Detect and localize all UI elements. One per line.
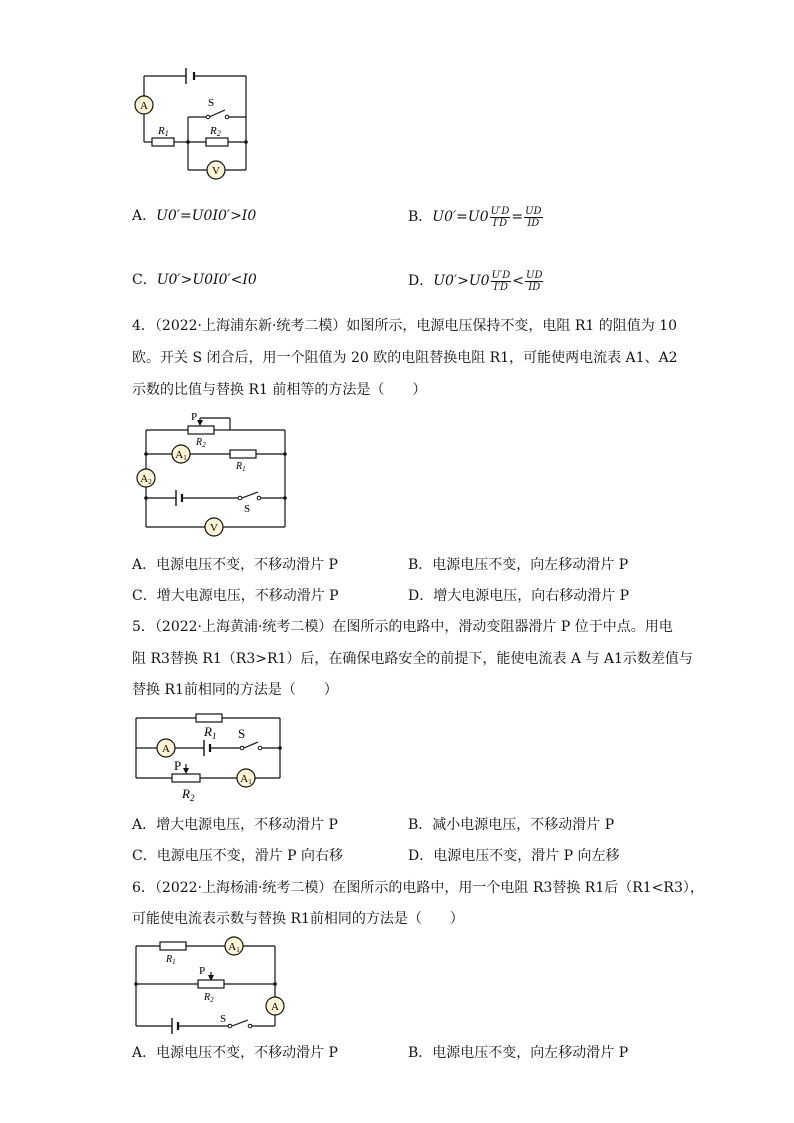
q5-ammeter-label: A (162, 743, 170, 755)
q6-option-a[interactable]: A．电源电压不变，不移动滑片 P (132, 1045, 338, 1061)
q5-option-c[interactable]: C．电源电压不变，滑片 P 向右移 (132, 848, 344, 864)
q6-r1-label: $R_1$ (166, 954, 176, 966)
q3-option-a[interactable]: A．U0′=U0I0′>I0 (132, 208, 257, 224)
q3-option-b-fraction-1: $\frac{U'D}{I'D}$ (490, 205, 510, 229)
q5-a1-label: A1 (240, 773, 252, 786)
q6-r2-label: $R_2$ (204, 992, 214, 1004)
q5-p-label: P (174, 758, 182, 773)
q4-stem-line-3: 示数的比值与替换 R1 前相等的方法是（ ） (132, 382, 427, 398)
q4-option-c[interactable]: C．增大电源电压，不移动滑片 P (132, 588, 339, 604)
q4-a2-label: A2 (140, 473, 152, 486)
q4-s-label: S (244, 503, 251, 515)
q3-circuit-diagram (128, 62, 258, 180)
q6-option-b[interactable]: B．电源电压不变，向左移动滑片 P (408, 1045, 629, 1061)
q3-option-a-text: U0′=U0I0′>I0 (156, 208, 257, 224)
q4-voltmeter-label: V (210, 522, 218, 534)
q5-r1-label: $R_1$ (204, 724, 217, 741)
q5-stem-line-3: 替换 R1前相同的方法是（ ） (132, 682, 338, 698)
q3-option-d-fraction-1: $\frac{U'D}{I'D}$ (491, 269, 511, 293)
q4-a1-label: A1 (175, 449, 187, 462)
q6-stem-line-2: 可能使电流表示数与替换 R1前相同的方法是（ ） (132, 911, 464, 927)
q5-option-d[interactable]: D．电源电压不变，滑片 P 向左移 (408, 848, 620, 864)
q4-r2-label: $R_2$ (196, 437, 206, 449)
q3-r2-label: R2 (210, 125, 221, 138)
q3-voltmeter-label: V (212, 165, 220, 177)
q4-stem-line-2: 欧。开关 S 闭合后，用一个阻值为 20 欧的电阻替换电阻 R1，可能使两电流表 A1、A2 (132, 350, 678, 366)
q5-circuit-diagram (130, 706, 285, 806)
q5-s-label: S (238, 726, 246, 741)
q3-ammeter-label: A (140, 100, 148, 112)
q4-option-a[interactable]: A．电源电压不变，不移动滑片 P (132, 557, 338, 573)
q3-option-d[interactable]: D． U0′>U0 $\frac{U'D}{I'D}$ < $\frac{UD}{ID}$ (408, 269, 543, 293)
q6-s-label: S (220, 1013, 227, 1025)
q6-circuit-diagram (130, 932, 290, 1034)
q4-circuit-diagram (130, 406, 295, 540)
q5-option-b[interactable]: B．减小电源电压，不移动滑片 P (408, 817, 615, 833)
q3-option-c-text: U0′>U0I0′<I0 (156, 272, 257, 288)
q4-p-label: P (191, 411, 198, 423)
q4-option-d[interactable]: D．增大电源电压，向右移动滑片 P (408, 588, 630, 604)
q3-option-d-fraction-2: $\frac{UD}{ID}$ (526, 269, 543, 293)
q5-r2-label: $R_2$ (182, 786, 195, 803)
q5-stem-line-1: 5．（2022·上海黄浦·统考二模）在图所示的电路中，滑动变阻器滑片 P 位于中点。用电 (132, 619, 673, 635)
q3-option-c[interactable]: C．U0′>U0I0′<I0 (132, 272, 257, 288)
q3-switch-label: S (208, 97, 215, 109)
q3-option-b[interactable]: B． U0′=U0 $\frac{U'D}{I'D}$ = $\frac{UD}{ID}$ (408, 205, 542, 229)
q6-p-label: P (199, 965, 206, 977)
q6-ammeter-label: A (271, 1001, 279, 1013)
q5-stem-line-2: 阻 R3替换 R1（R3>R1）后，在确保电路安全的前提下，能使电流表 A 与 A1示数差值与 (132, 651, 693, 667)
q6-a1-label: A1 (228, 941, 240, 954)
q3-option-b-fraction-2: $\frac{UD}{ID}$ (525, 205, 542, 229)
q4-stem-line-1: 4．（2022·上海浦东新·统考二模）如图所示，电源电压保持不变，电阻 R1 的阻值为 10 (132, 318, 678, 334)
q4-r1-label: $R_1$ (236, 461, 246, 473)
q3-r1-label: R1 (158, 125, 169, 138)
q5-option-a[interactable]: A．增大电源电压，不移动滑片 P (132, 817, 338, 833)
q4-option-b[interactable]: B．电源电压不变，向左移动滑片 P (408, 557, 629, 573)
q6-stem-line-1: 6．（2022·上海杨浦·统考二模）在图所示的电路中，用一个电阻 R3替换 R1后（R1<R3）， (132, 880, 704, 896)
